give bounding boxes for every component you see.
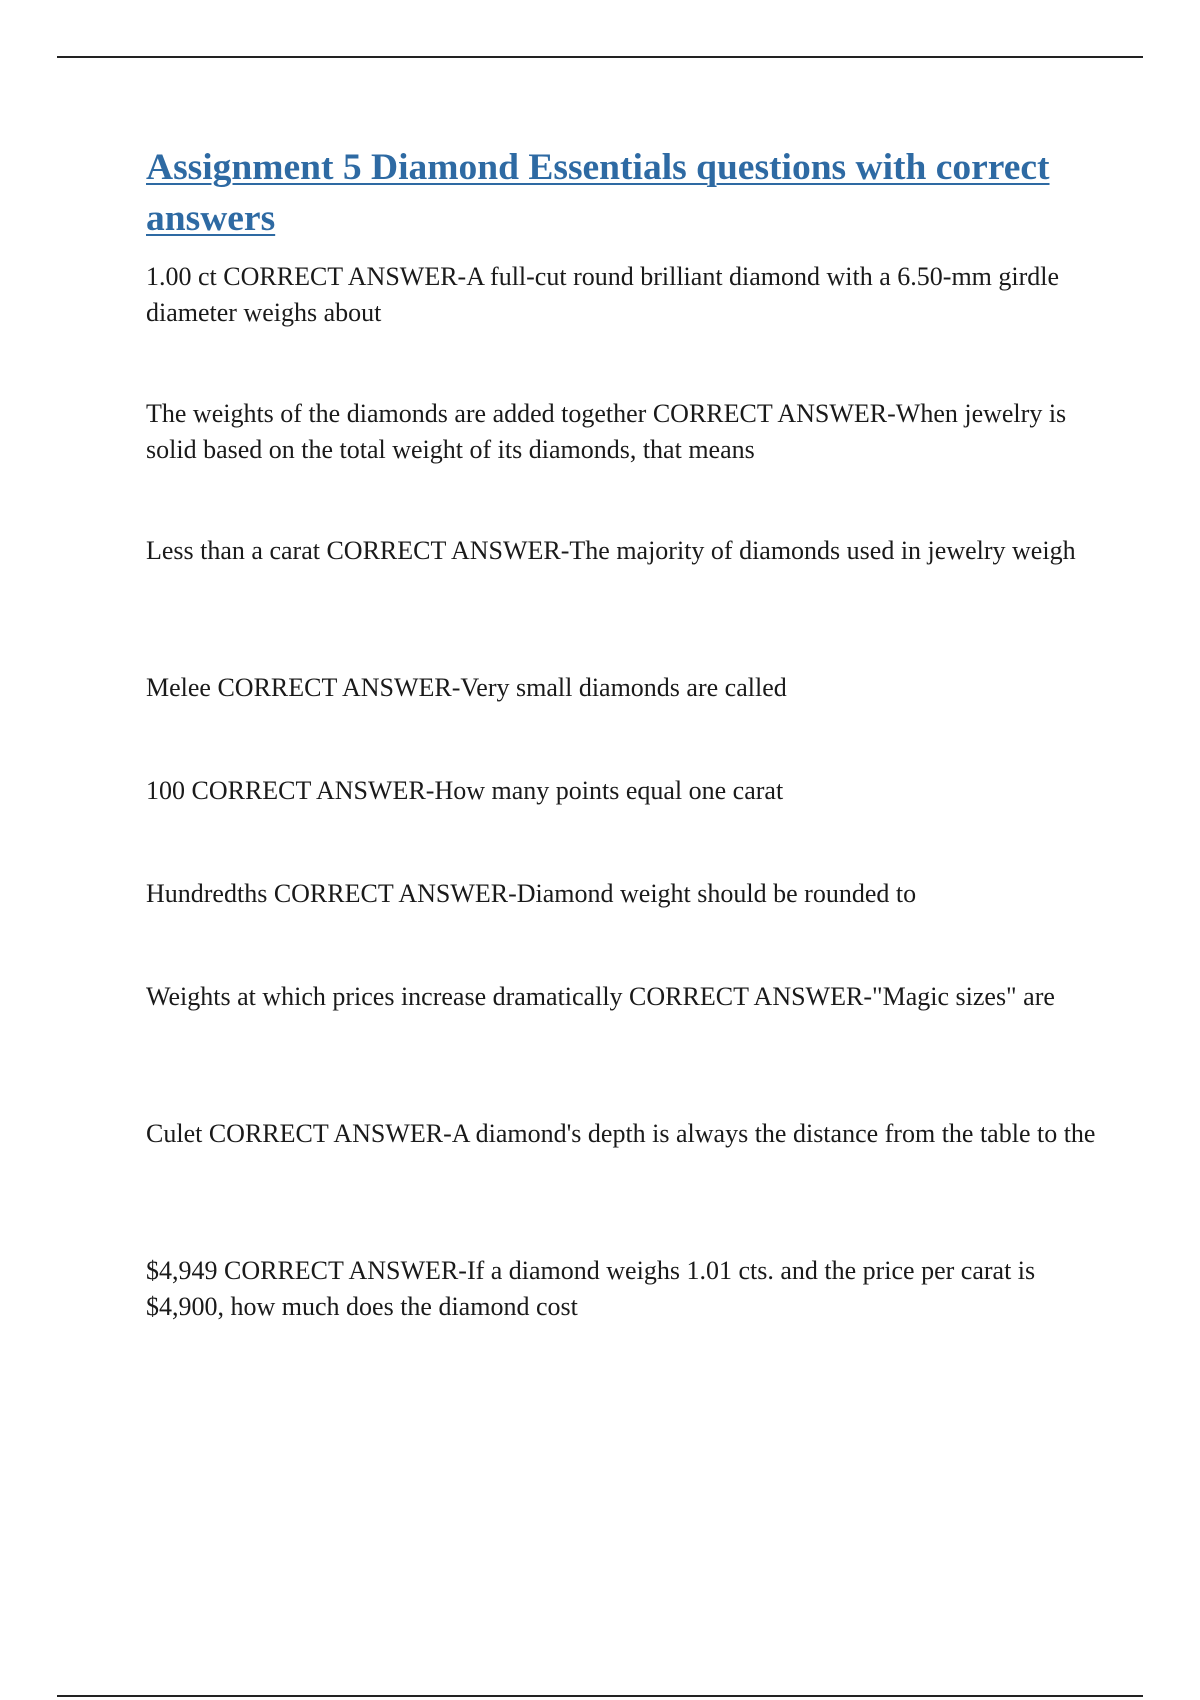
document-title: Assignment 5 Diamond Essentials questions with correct answers (146, 147, 1050, 239)
qa-item: Hundredths CORRECT ANSWER-Diamond weight should be rounded to (146, 879, 917, 908)
qa-item: $4,949 CORRECT ANSWER-If a diamond weighs 1.01 cts. and the price per carat is $4,900, how much does the diamond cost (146, 1256, 1036, 1321)
qa-item: Less than a carat CORRECT ANSWER-The majority of diamonds used in jewelry weigh (146, 536, 1076, 565)
footer-rule (57, 1695, 1143, 1697)
qa-item: 1.00 ct CORRECT ANSWER-A full-cut round brilliant diamond with a 6.50-mm girdle diameter weighs about (146, 262, 1060, 327)
qa-item: 100 CORRECT ANSWER-How many points equal one carat (146, 776, 784, 805)
header-rule (57, 56, 1143, 58)
qa-item: Culet CORRECT ANSWER-A diamond's depth is always the distance from the table to the (146, 1119, 1096, 1148)
qa-item: The weights of the diamonds are added together CORRECT ANSWER-When jewelry is solid based on the total weight of its diamonds, that means (146, 399, 1067, 464)
qa-item: Melee CORRECT ANSWER-Very small diamonds are called (146, 673, 787, 702)
qa-item: Weights at which prices increase dramatically CORRECT ANSWER-"Magic sizes" are (146, 982, 1055, 1011)
